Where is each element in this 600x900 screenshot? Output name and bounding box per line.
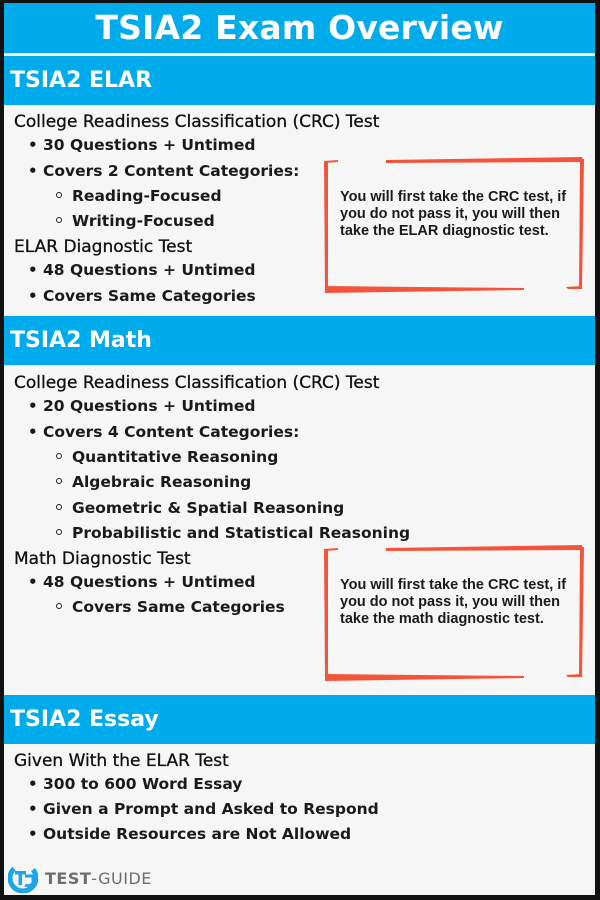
circle-bullet-icon	[56, 478, 62, 484]
brand-name: TEST-GUIDE	[45, 868, 152, 888]
bullet-item: • Covers 2 Content Categories:	[28, 162, 300, 180]
circle-bullet-icon	[56, 504, 62, 510]
circle-bullet-icon	[56, 217, 62, 223]
bullet-item: • Outside Resources are Not Allowed	[28, 825, 352, 843]
bullet-item: • Given a Prompt and Asked to Respond	[28, 800, 379, 818]
bullet-icon: •	[28, 397, 38, 415]
circle-bullet-icon	[56, 453, 62, 459]
footer-logo	[8, 863, 152, 893]
callout-text: You will first take the CRC test, if you do not pass it, you will then take the ELAR diagnostic test.	[340, 189, 567, 239]
bullet-icon: •	[28, 800, 38, 818]
bullet-item: • Covers Same Categories	[28, 287, 256, 305]
circle-bullet-icon	[56, 603, 62, 609]
elar-callout	[324, 157, 583, 289]
sub-bullet-item: Geometric & Spatial Reasoning	[56, 499, 344, 517]
bullet-item: • 300 to 600 Word Essay	[28, 775, 243, 793]
bullet-icon: •	[28, 136, 38, 154]
bullet-icon: •	[28, 287, 38, 305]
bullet-item: • 48 Questions + Untimed	[28, 261, 256, 279]
elar-crc-heading: College Readiness Classification (CRC) Test	[14, 112, 380, 132]
sub-bullet-item: Writing-Focused	[56, 212, 215, 230]
section-header-elar: TSIA2 ELAR	[4, 56, 595, 105]
section-header-math: TSIA2 Math	[4, 316, 595, 365]
test-guide-logo-icon	[8, 863, 38, 893]
elar-diagnostic-heading: ELAR Diagnostic Test	[14, 237, 193, 257]
sub-bullet-item: Algebraic Reasoning	[56, 473, 251, 491]
math-callout	[324, 545, 583, 677]
sub-bullet-item: Quantitative Reasoning	[56, 448, 278, 466]
math-crc-heading: College Readiness Classification (CRC) Test	[14, 373, 380, 393]
section-header-essay: TSIA2 Essay	[4, 695, 595, 744]
sub-bullet-item: Probabilistic and Statistical Reasoning	[56, 524, 410, 542]
essay-heading: Given With the ELAR Test	[14, 751, 229, 771]
bullet-item: • 30 Questions + Untimed	[28, 136, 256, 154]
circle-bullet-icon	[56, 192, 62, 198]
callout-text: You will first take the CRC test, if you do not pass it, you will then take the math diagnostic test.	[340, 577, 567, 627]
bullet-item: • Covers 4 Content Categories:	[28, 423, 300, 441]
bullet-icon: •	[28, 423, 38, 441]
sub-bullet-item: Covers Same Categories	[56, 598, 285, 616]
bullet-icon: •	[28, 162, 38, 180]
bullet-item: • 48 Questions + Untimed	[28, 573, 256, 591]
math-diagnostic-heading: Math Diagnostic Test	[14, 549, 191, 569]
bullet-item: • 20 Questions + Untimed	[28, 397, 256, 415]
bullet-icon: •	[28, 825, 38, 843]
infographic	[4, 3, 595, 895]
sub-bullet-item: Reading-Focused	[56, 187, 222, 205]
bullet-icon: •	[28, 573, 38, 591]
circle-bullet-icon	[56, 529, 62, 535]
bullet-icon: •	[28, 261, 38, 279]
page-title: TSIA2 Exam Overview	[4, 3, 595, 53]
bullet-icon: •	[28, 775, 38, 793]
